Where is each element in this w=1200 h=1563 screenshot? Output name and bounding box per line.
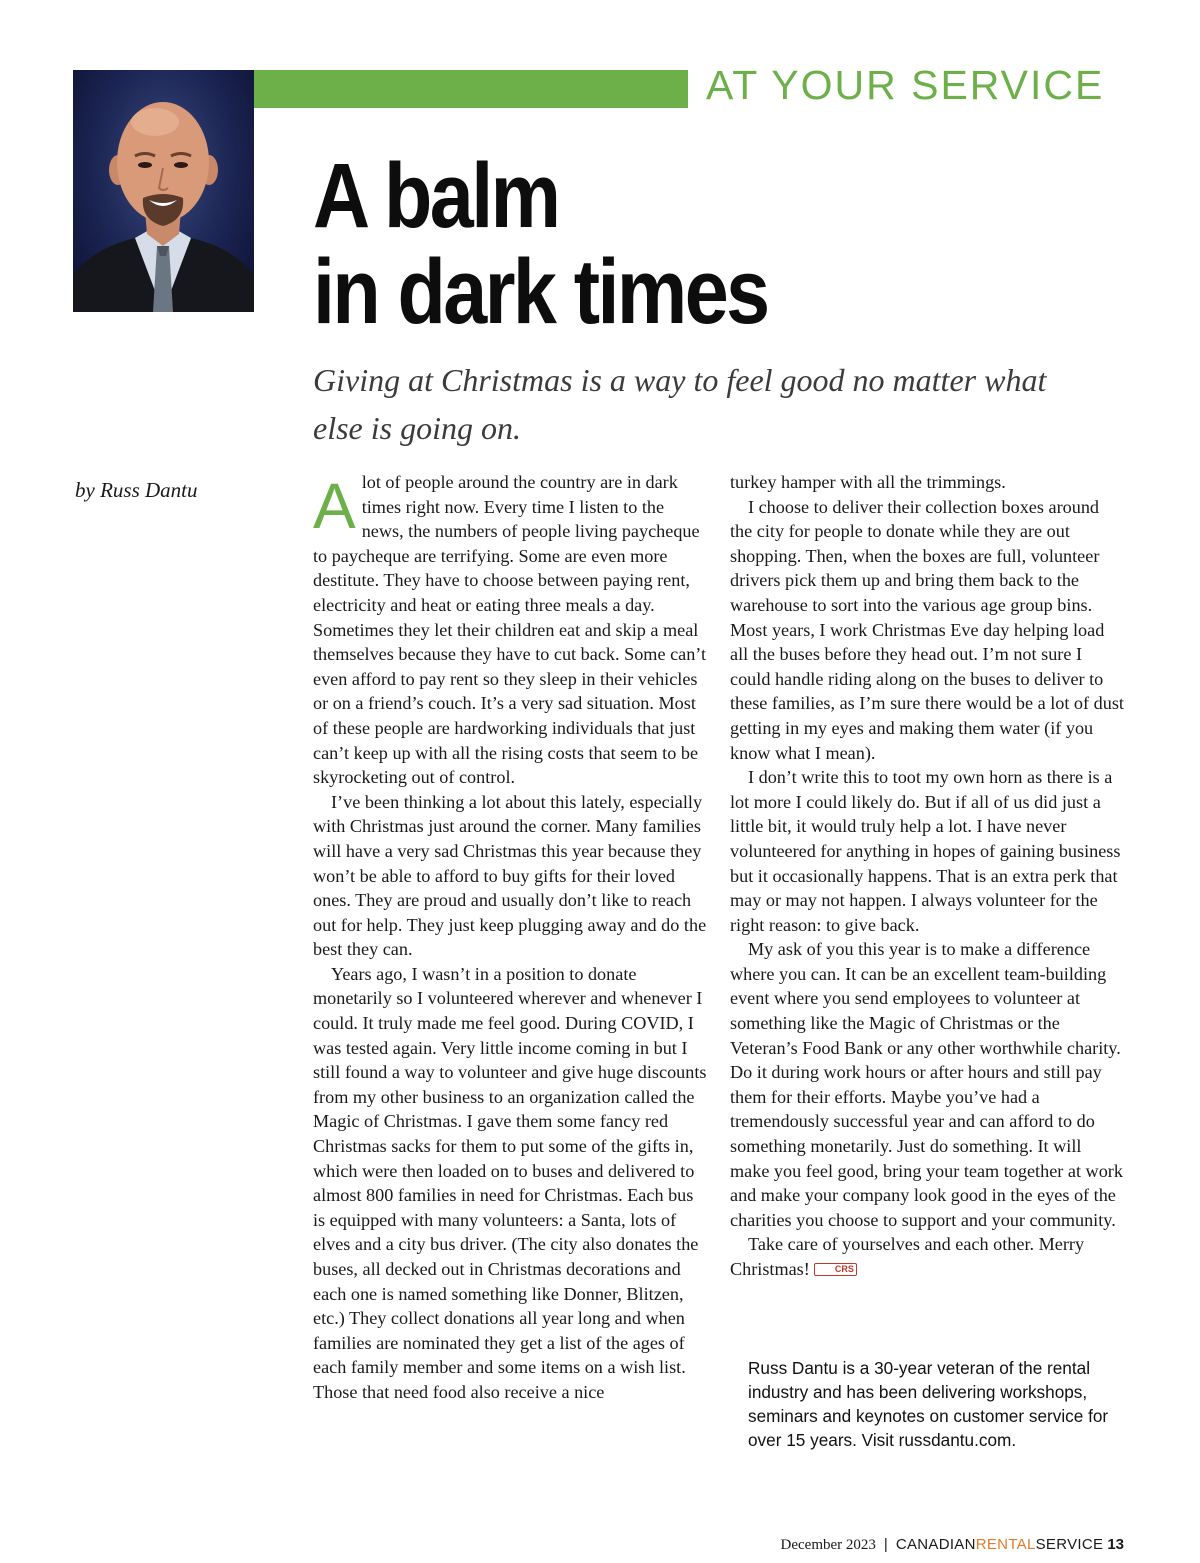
page-footer bbox=[781, 1536, 1124, 1554]
article-column-left bbox=[313, 470, 708, 1405]
paragraph: I choose to deliver their collection boxes around the city for people to donate while they are out shopping. Then, when the boxes are full, volunteer drivers pick them up and bring them back to the warehouse to sort into the various age group bins. Most years, I work Christmas Eve day helping load all the buses before they head out. I’m not sure I could handle riding along on the buses to deliver to these families, as I’m sure there would be a lot of dust getting in my eyes and making them water (if you know what I mean). bbox=[730, 496, 1124, 763]
section-label: AT YOUR SERVICE bbox=[706, 62, 1105, 108]
author-bio: Russ Dantu is a 30-year veteran of the rental industry and has been delivering workshops, seminars and keynotes on customer service for over 15 years. Visit russdantu.com. bbox=[748, 1358, 1109, 1450]
paragraph-text: lot of people around the country are in dark times right now. Every time I listen to the news, the numbers of people living paycheque to paycheque are terrifying. Some are even more destitute. They have to choose between paying rent, electricity and heat or eating three meals a day. Sometimes they let their children eat and skip a meal themselves because they have to cut back. Some can’t even afford to pay rent so they sleep in their vehicles or on a friend’s couch. It’s a very sad situation. Most of these people are hardworking individuals that just can’t keep up with all the rising costs that seem to be skyrocketing out of control. bbox=[313, 472, 707, 788]
magazine-name-part-1: CANADIAN bbox=[895, 1536, 976, 1553]
issue-date: December 2023 bbox=[780, 1537, 876, 1553]
end-mark-icon: CRS bbox=[814, 1263, 857, 1276]
footer-separator: | bbox=[883, 1536, 888, 1553]
article-deck: Giving at Christmas is a way to feel good no matter what else is going on. bbox=[313, 362, 1047, 446]
paragraph bbox=[730, 1232, 1125, 1281]
headline-line-2: in dark times bbox=[313, 241, 768, 343]
drop-cap: A bbox=[313, 470, 356, 542]
paragraph: turkey hamper with all the trimmings. bbox=[730, 472, 1006, 492]
paragraph: I don’t write this to toot my own horn as there is a lot more I could likely do. But if all of us did just a little bit, it would truly help a lot. I have never volunteered for anything in hopes of gaining business but it occasionally happens. That is an extra perk that may or may not happen. I always volunteer for the right reason: to give back. bbox=[730, 767, 1121, 935]
article-column-right bbox=[730, 470, 1125, 1282]
headline-line-1: A balm bbox=[313, 145, 559, 247]
section-accent-bar bbox=[254, 70, 688, 108]
paragraph: Years ago, I wasn’t in a position to donate monetarily so I volunteered wherever and whenever I could. It truly made me feel good. During COVID, I was tested again. Very little income coming in but I still found a way to volunteer and give huge discounts from my other business to an organization called the Magic of Christmas. I gave them some fancy red Christmas sacks for them to put some of the gifts in, which were then loaded on to buses and delivered to almost 800 families in need for Christmas. Each bus is equipped with many volunteers: a Santa, lots of elves and a city bus driver. (The city also donates the buses, all decked out in Christmas decorations and each one is named something like Donner, Blitzen, etc.) They collect donations all year long and when families are nominated they get a list of the ages of each family member and some items on a wish list. Those that need food also receive a nice bbox=[313, 963, 707, 1402]
author-portrait-illustration bbox=[73, 70, 254, 312]
magazine-name-part-3: SERVICE bbox=[1035, 1536, 1104, 1553]
paragraph: I’ve been thinking a lot about this lately, especially with Christmas just around the corner. Many families will have a very sad Christmas this year because they won’t be able to afford to buy gifts for their loved ones. They are proud and usually don’t like to reach out for help. They just keep plugging away and do the best they can. bbox=[313, 791, 707, 960]
magazine-name-part-2: RENTAL bbox=[975, 1536, 1036, 1553]
article-headline bbox=[313, 145, 933, 343]
magazine-name bbox=[896, 1536, 1103, 1553]
page-number: 13 bbox=[1107, 1536, 1124, 1553]
byline: by Russ Dantu bbox=[75, 478, 198, 502]
paragraph-text: Take care of yourselves and each other. Merry Christmas! bbox=[730, 1234, 1085, 1279]
paragraph: My ask of you this year is to make a difference where you can. It can be an excellent team-building event where you send employees to volunteer at something like the Magic of Christmas or the Veteran’s Food Bank or any other worthwhile charity. Do it during work hours or after hours and still pay them for their efforts. Maybe you’ve had a tremendously successful year and can afford to do something monetarily. Just do something. It will make you feel good, bring your team together at work and make your company look good in the eyes of the charities you choose to support and your community. bbox=[730, 939, 1123, 1230]
author-photo bbox=[73, 70, 254, 312]
paragraph bbox=[313, 470, 708, 790]
